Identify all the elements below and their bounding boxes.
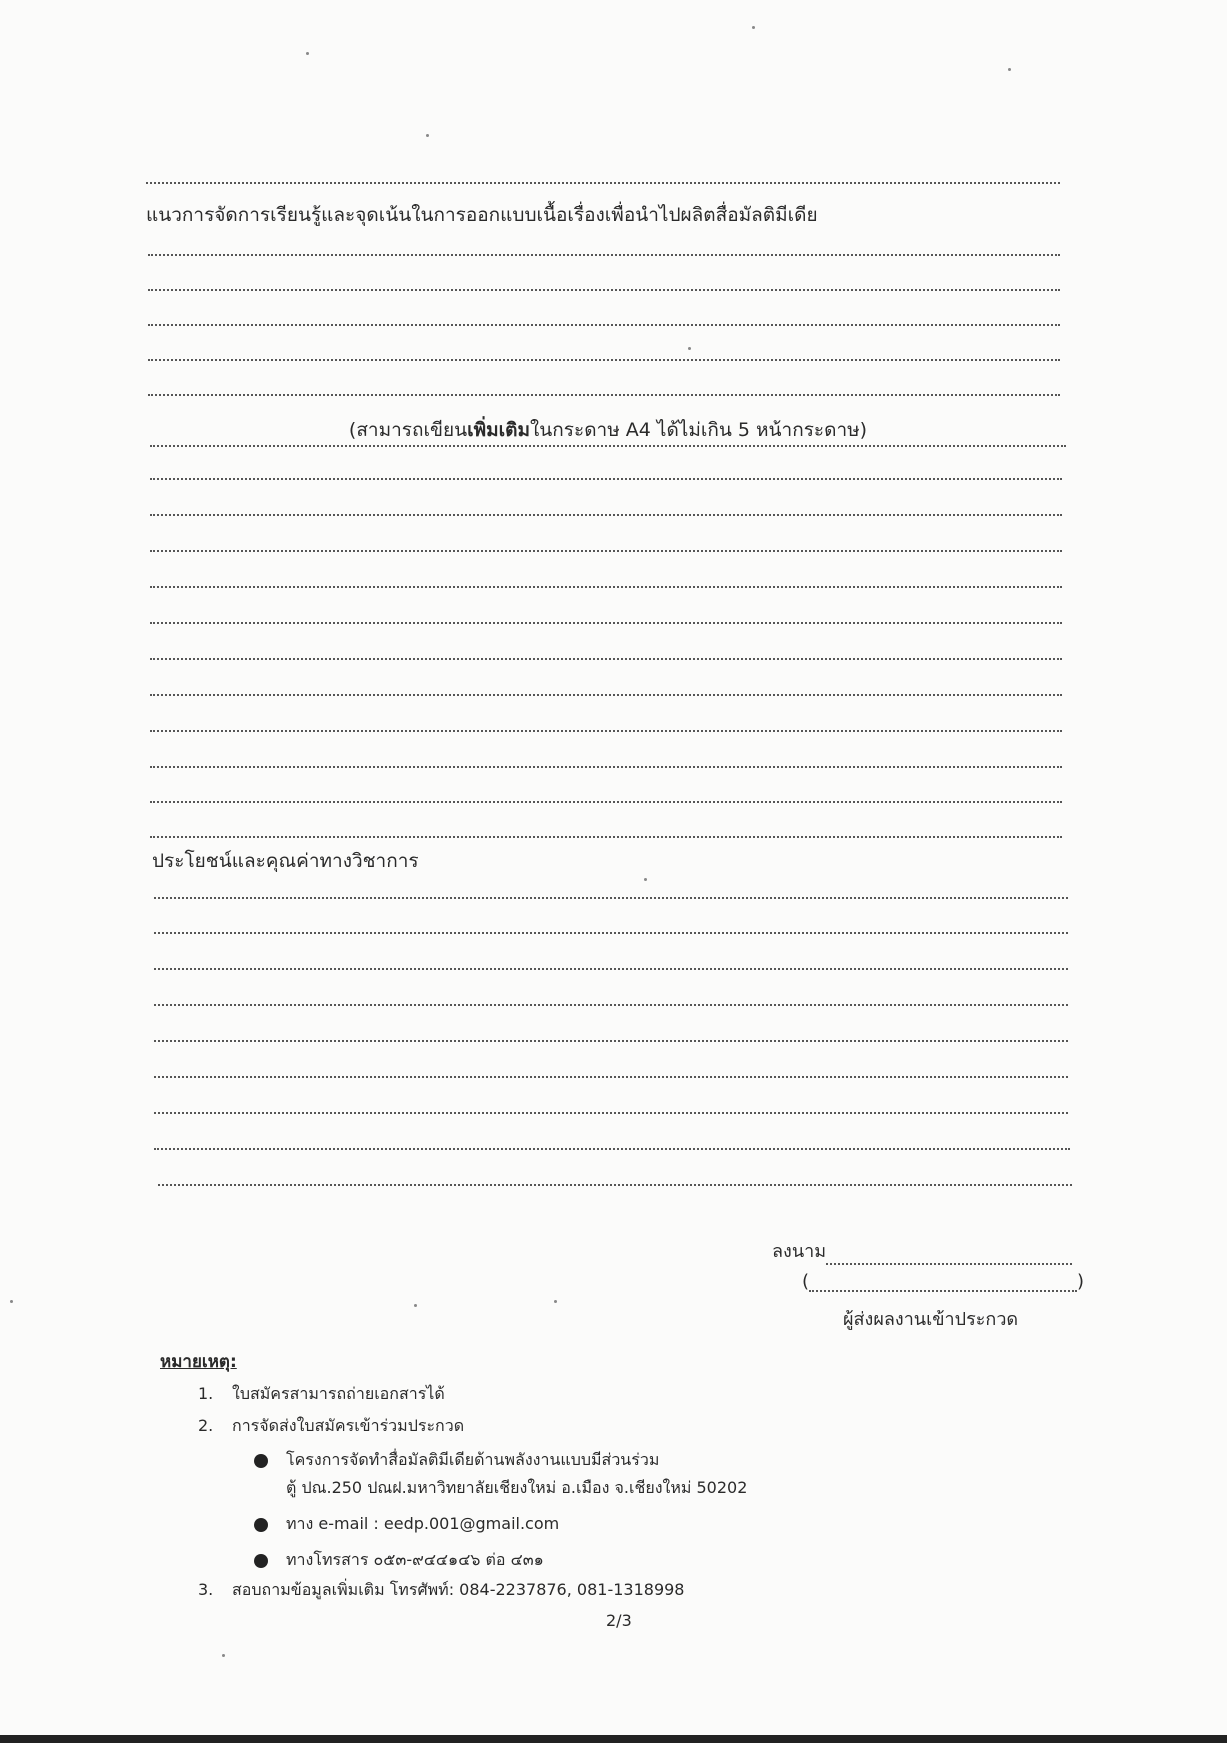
scan-speck	[554, 1300, 557, 1303]
remark-bullet-address: โครงการจัดทำสื่อมัลติมีเดียด้านพลังงานแบบมีส่วนร่วม	[254, 1448, 659, 1473]
page-number: 2/3	[606, 1611, 632, 1630]
fill-line[interactable]	[150, 801, 1062, 803]
fill-line[interactable]	[154, 1076, 1068, 1078]
section-heading-academic-value: ประโยชน์และคุณค่าทางวิชาการ	[152, 850, 419, 872]
bullet-icon	[254, 1554, 268, 1568]
fill-line[interactable]	[150, 694, 1062, 696]
remark-item-3: 3. สอบถามข้อมูลเพิ่มเติม โทรศัพท์: 084-2237876, 081-1318998	[198, 1580, 685, 1599]
scan-speck	[1008, 68, 1011, 71]
scan-edge	[0, 1735, 1227, 1743]
signer-name-field[interactable]	[809, 1270, 1077, 1292]
scan-speck	[306, 52, 309, 55]
sign-label: ลงนาม	[772, 1241, 827, 1262]
fill-line[interactable]	[148, 289, 1060, 291]
fill-line[interactable]	[148, 324, 1060, 326]
remarks-title: หมายเหตุ:	[160, 1352, 237, 1372]
fill-line[interactable]	[154, 1148, 1070, 1150]
fill-line[interactable]	[150, 514, 1062, 516]
fill-line[interactable]	[154, 897, 1068, 899]
signature-field[interactable]	[826, 1243, 1072, 1265]
fill-line[interactable]	[154, 1004, 1068, 1006]
fill-line[interactable]	[150, 550, 1062, 552]
extra-pages-note-line	[150, 415, 1066, 447]
fill-line[interactable]	[158, 1184, 1072, 1186]
scan-speck	[426, 134, 429, 137]
fill-line[interactable]	[150, 836, 1062, 838]
fill-line[interactable]	[150, 478, 1062, 480]
fill-line[interactable]	[148, 394, 1060, 396]
remark-bullet-fax: ทางโทรสาร ๐๕๓-๙๔๔๑๔๖ ต่อ ๔๓๑	[254, 1548, 544, 1573]
fill-line[interactable]	[150, 766, 1062, 768]
fill-line[interactable]	[154, 1112, 1068, 1114]
scan-speck	[414, 1304, 417, 1307]
fill-line[interactable]	[154, 932, 1068, 934]
remark-item-1: 1. ใบสมัครสามารถถ่ายเอกสารได้	[198, 1384, 445, 1403]
fill-line[interactable]	[150, 622, 1062, 624]
signer-role: ผู้ส่งผลงานเข้าประกวด	[843, 1309, 1019, 1330]
scan-speck	[222, 1654, 225, 1657]
bullet-icon	[254, 1454, 268, 1468]
scan-speck	[644, 878, 647, 881]
scan-speck	[10, 1300, 13, 1303]
fill-line[interactable]	[150, 658, 1062, 660]
fill-line	[146, 182, 1060, 184]
signer-name-line: ( )	[802, 1271, 1085, 1292]
bullet-icon	[254, 1518, 268, 1532]
signature-line	[772, 1236, 1072, 1265]
section-heading-learning-approach: แนวการจัดการเรียนรู้และจุดเน้นในการออกแบบเนื้อเรื่องเพื่อนำไปผลิตสื่อมัลติมีเดีย	[146, 204, 818, 226]
fill-line[interactable]	[154, 968, 1068, 970]
fill-line[interactable]	[154, 1040, 1068, 1042]
fill-line[interactable]	[148, 254, 1060, 256]
fill-line[interactable]	[150, 586, 1062, 588]
scan-speck	[752, 26, 755, 29]
scan-speck	[688, 347, 691, 350]
fill-line[interactable]	[148, 359, 1060, 361]
fill-line[interactable]	[150, 730, 1062, 732]
remark-bullet-email: ทาง e-mail : eedp.001@gmail.com	[254, 1512, 559, 1537]
remark-item-2: 2. การจัดส่งใบสมัครเข้าร่วมประกวด	[198, 1416, 465, 1435]
extra-pages-note: (สามารถเขียนเพิ่มเติมในกระดาษ A4 ได้ไม่เกิน 5 หน้ากระดาษ)	[345, 415, 871, 445]
remark-bullet-address-line2: ตู้ ปณ.250 ปณฝ.มหาวิทยาลัยเชียงใหม่ อ.เมือง จ.เชียงใหม่ 50202	[286, 1478, 748, 1497]
